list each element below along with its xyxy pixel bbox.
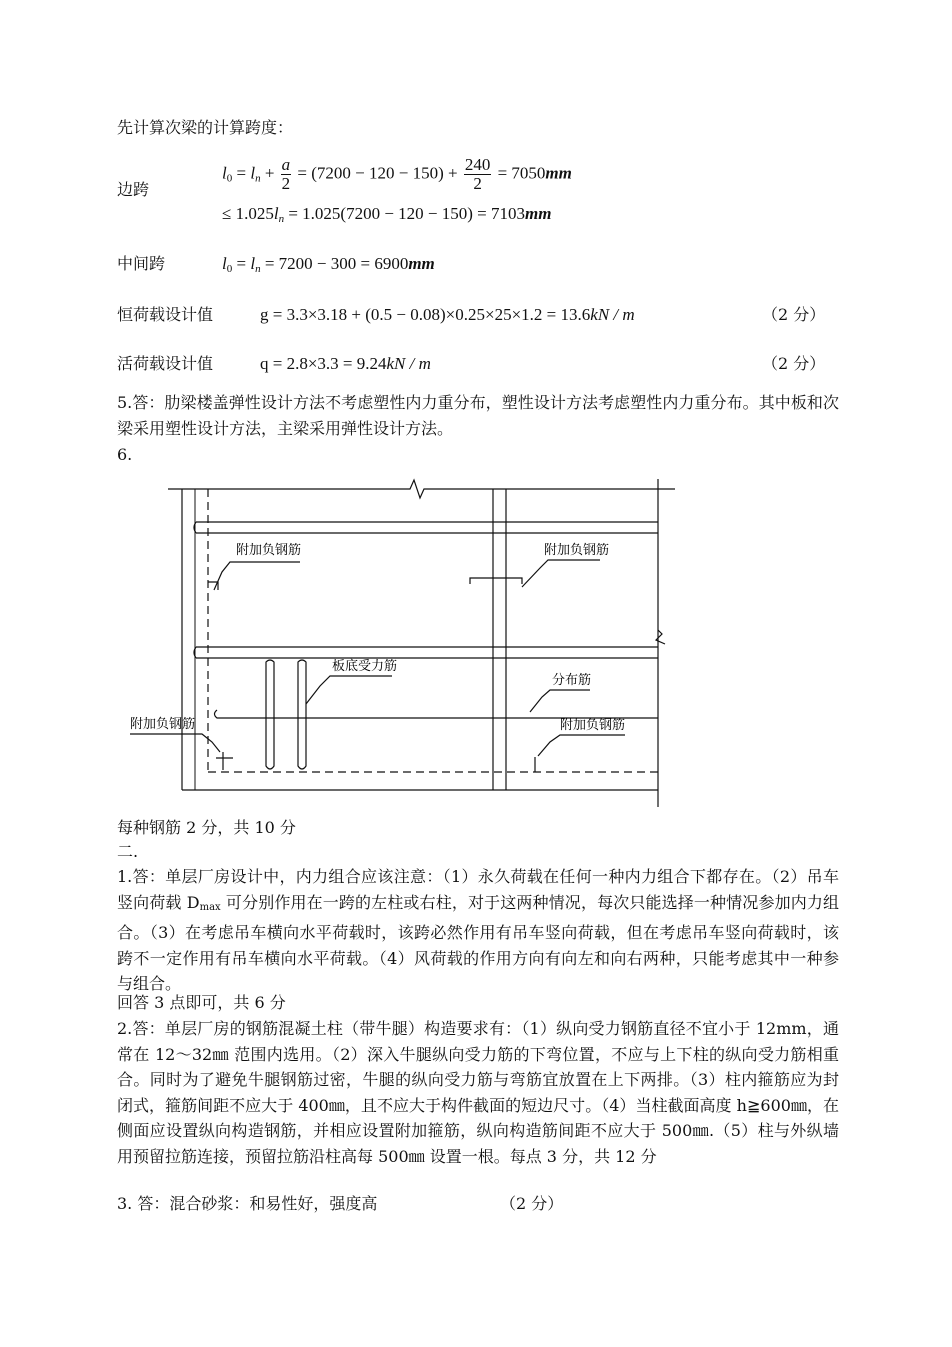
live-load-label: 活荷载设计值 (117, 354, 214, 373)
live-load-equation: q = 2.8×3.3 = 9.24kN / m (260, 354, 431, 373)
question-6-label: 6. (117, 445, 133, 464)
answer-2-2: 2.答：单层厂房的钢筋混凝土柱（带牛腿）构造要求有：（1）纵向受力钢筋直径不宜小于 12mm，通常在 12～32㎜ 范围内选用。（2）深入牛腿纵向受力筋的下弯位置，不应与上下柱的纵向受力筋相重合。同时为了避免牛腿钢筋过密，牛腿的纵向受力筋与弯筋宜放置在上下两排。（3）柱内箍筋应为封闭式，箍筋间距不应大于 400㎜，且不应大于构件截面的短边尺寸。（4）当柱截面高度 h≧600㎜，在侧面应设置纵向构造钢筋，并相应设置附加箍筋，纵向构造筋间距不应大于 500㎜.（5）柱与外纵墙用预留拉筋连接，预留拉筋沿柱高每 500㎜ 设置一根。每点 3 分，共 12 分 (117, 1019, 839, 1166)
answer-5: 5.答：肋梁楼盖弹性设计方法不考虑塑性内力重分布，塑性设计方法考虑塑性内力重分布。其中板和次梁采用塑性设计方法，主梁采用弹性设计方法。 (117, 393, 839, 438)
edge-span-equation-2: ≤ $1.025l_n = 1.025(7200 - 120 - 150) = 7103mm$ (222, 204, 552, 225)
edge-span-equation-1: $l_0 = l_n$ + $\frac{a}{2}$ = (7200 − 120 − 150) + $\frac{240}{2}$ = 7050mm (222, 155, 572, 193)
dead-load-equation: g = 3.3×3.18 + (0.5 − 0.08)×0.25×25×1.2 = 13.6kN / m (260, 305, 635, 324)
label-fujia-3: 附加负钢筋 (130, 717, 196, 732)
live-load-score: （2 分） (762, 354, 826, 373)
dead-load-score: （2 分） (762, 305, 826, 324)
answer-2-1-score: 回答 3 点即可，共 6 分 (117, 993, 286, 1012)
label-bandi: 板底受力筋 (332, 659, 398, 674)
mid-span-equation: $l_0 = l_n = 7200 - 300 = 6900mm$ (222, 254, 435, 275)
label-fujia-2: 附加负钢筋 (544, 543, 610, 558)
reinforcement-diagram (120, 472, 680, 812)
section-2-heading: 二. (117, 842, 139, 861)
label-fujia-1: 附加负钢筋 (236, 543, 302, 558)
answer-2-3-score: （2 分） (500, 1194, 564, 1213)
dead-load-label: 恒荷载设计值 (117, 305, 214, 324)
answer-2-3: 3. 答：混合砂浆：和易性好，强度高 (117, 1194, 378, 1213)
label-fenbu: 分布筋 (552, 673, 592, 688)
score-line: 每种钢筋 2 分，共 10 分 (117, 818, 296, 837)
edge-span-label: 边跨 (117, 180, 150, 199)
answer-2-1: 1.答：单层厂房设计中，内力组合应该注意：（1）永久荷载在任何一种内力组合下都存在。（2）吊车竖向荷载 $D_{max}$ 可分别作用在一跨的左柱或右柱，对于这两种情况，每次只能选择一种情况参加内力组合。（3）在考虑吊车横向水平荷载时，该跨必然作用有吊车竖向荷载，但在考虑吊车竖向荷载时，该跨不一定作用有吊车横向水平荷载。（4）风荷载的作用方向有向左和向右两种，只能考虑其中一种参与组合。 (117, 867, 839, 994)
mid-span-label: 中间跨 (117, 254, 166, 273)
label-fujia-4: 附加负钢筋 (560, 718, 626, 733)
intro-text: 先计算次梁的计算跨度： (117, 118, 294, 137)
